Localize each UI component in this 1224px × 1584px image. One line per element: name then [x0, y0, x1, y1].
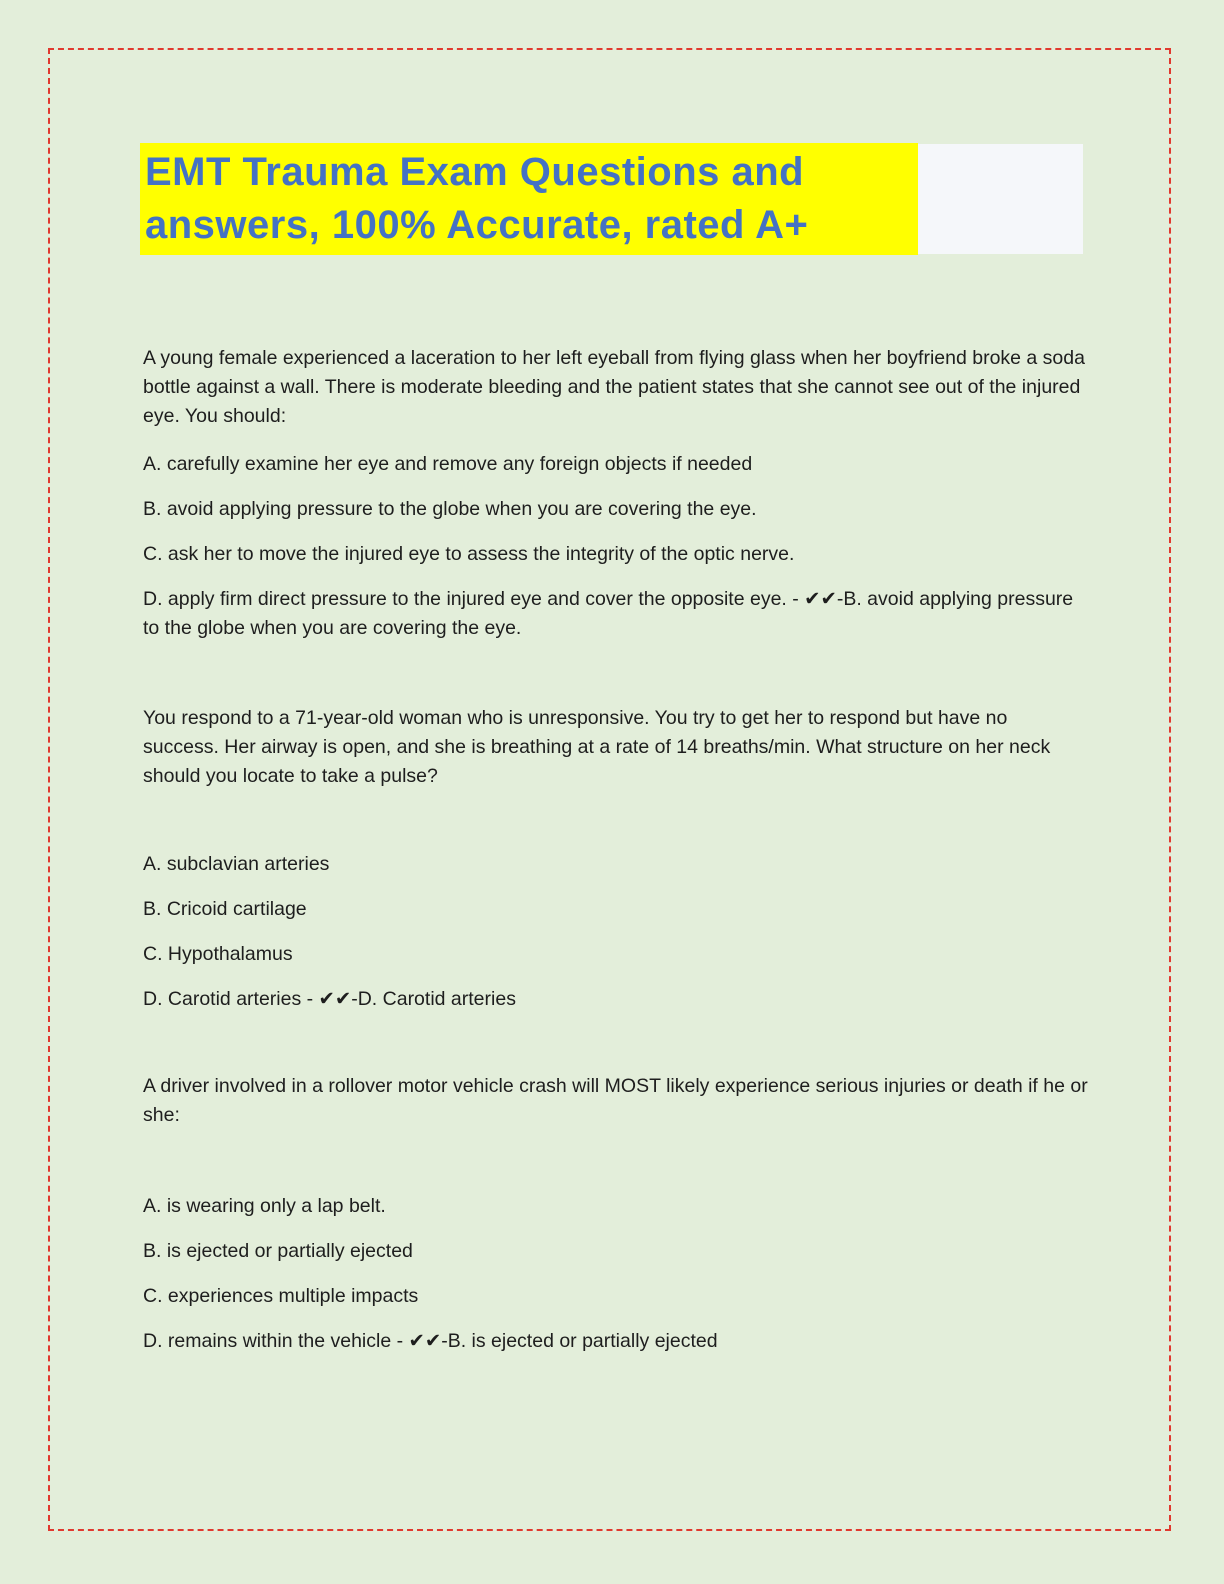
question-text: You respond to a 71-year-old woman who is unresponsive. You try to get her to respond but have no success. Her airway is open, and she is breathing at a rate of 14 breaths/min. What structure on her neck should you locate to take a pulse?	[143, 707, 1051, 787]
question-block-3	[143, 1072, 1088, 1356]
spacer	[143, 810, 1088, 850]
answer-option-c: C. experiences multiple impacts	[143, 1285, 419, 1307]
answer-option-c: C. Hypothalamus	[143, 943, 293, 965]
answer-option-b: B. Cricoid cartilage	[143, 898, 307, 920]
answer-option-a: A. subclavian arteries	[143, 853, 330, 875]
answer-option-d: D. remains within the vehicle - ✔✔-B. is ejected or partially ejected	[143, 1330, 718, 1352]
title-line-1: EMT Trauma Exam Questions and	[145, 150, 805, 194]
document-title	[140, 143, 918, 255]
question-text: A driver involved in a rollover motor vehicle crash will MOST likely experience serious injuries or death if he or she:	[143, 1075, 1088, 1126]
answer-option-a: A. is wearing only a lap belt.	[143, 1195, 386, 1217]
answer-option-d: D. Carotid arteries - ✔✔-D. Carotid arteries	[143, 988, 516, 1010]
title-area	[140, 143, 1083, 255]
spacer	[143, 659, 1088, 704]
spacer	[143, 1149, 1088, 1192]
spacer	[143, 1030, 1088, 1072]
question-block-2	[143, 704, 1088, 1014]
question-text: A young female experienced a laceration to her left eyeball from flying glass when her boyfriend broke a soda bottle against a wall. There is moderate bleeding and the patient states that she cannot see out of the injured eye. You should:	[143, 347, 1085, 427]
answer-option-c: C. ask her to move the injured eye to assess the integrity of the optic nerve.	[143, 543, 795, 565]
title-line-2: answers, 100% Accurate, rated A+	[145, 203, 809, 247]
question-block-1	[143, 344, 1088, 643]
answer-option-b: B. avoid applying pressure to the globe when you are covering the eye.	[143, 498, 757, 520]
title-cover-box	[918, 144, 1083, 254]
document-body	[143, 344, 1088, 1372]
answer-option-a: A. carefully examine her eye and remove any foreign objects if needed	[143, 453, 753, 475]
answer-option-b: B. is ejected or partially ejected	[143, 1240, 413, 1262]
answer-option-d: D. apply firm direct pressure to the injured eye and cover the opposite eye. - ✔✔-B. avoid applying pressure to the globe when you are covering the eye.	[143, 588, 1074, 639]
